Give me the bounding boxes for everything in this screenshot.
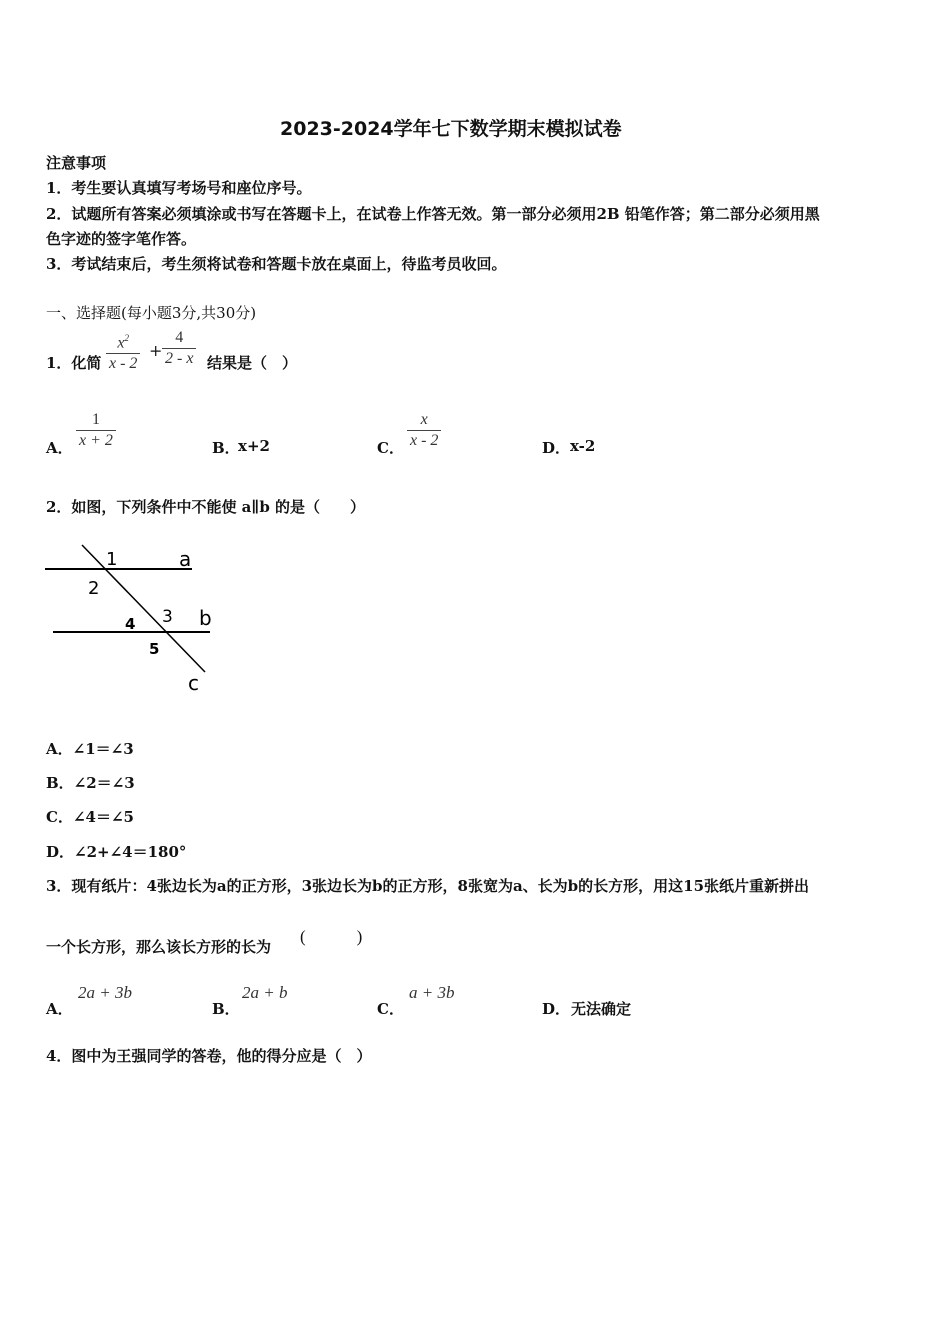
q3-option-d-text: 无法确定 (571, 1000, 632, 1018)
notice-item-3: 3．考试结束后，考生须将试卷和答题卡放在桌面上，待监考员收回。 (46, 255, 507, 273)
label-angle-4: 4 (125, 615, 136, 633)
q1-frac1-num: x (117, 334, 125, 352)
q3-option-c-label: C． (377, 1000, 404, 1018)
q1-frac2-num: 4 (162, 328, 196, 349)
q1-option-d-text: x-2 (570, 437, 596, 455)
q1-option-a-den: x + 2 (79, 432, 113, 449)
notice-item-1: 1．考生要认真填写考场号和座位序号。 (46, 179, 312, 197)
q1-fraction-2 (162, 328, 196, 369)
q2-stem: 2．如图，下列条件中不能使 a∥b 的是（ ） (46, 498, 366, 516)
q1-option-c-label: C． (377, 439, 404, 457)
notice-heading: 注意事项 (46, 154, 107, 172)
q2-option-b: B．∠2＝∠3 (46, 774, 135, 792)
q2-option-d: D．∠2+∠4＝180° (46, 843, 187, 861)
q1-option-b-label: B． (212, 439, 240, 457)
q2-option-a: A．∠1＝∠3 (46, 740, 134, 758)
q3-stem-cont: 一个长方形，那么该长方形的长为 (46, 938, 272, 956)
label-line-b: b (199, 606, 212, 630)
label-angle-1: 1 (106, 549, 118, 570)
q1-frac1-sup: 2 (124, 333, 130, 343)
q2-figure (40, 538, 220, 698)
label-angle-5: 5 (149, 640, 160, 658)
q3-option-a-label: A． (46, 1000, 73, 1018)
q1-option-c-num: x (407, 410, 441, 431)
section-heading: 一、选择题(每小题3分,共30分) (46, 304, 257, 322)
q1-option-c-den: x - 2 (410, 432, 439, 449)
q3-answer-paren: ( ) (300, 927, 363, 946)
q1-option-a-num: 1 (76, 410, 116, 431)
q3-stem: 3．现有纸片：4张边长为a的正方形，3张边长为b的正方形，8张宽为a、长为b的长方形，用这15张纸片重新拼出 (46, 877, 810, 895)
notice-item-2: 2．试题所有答案必须填涂或书写在答题卡上，在试卷上作答无效。第一部分必须用2B 铅笔作答；第二部分必须用黑 (46, 205, 820, 223)
q1-option-d-label: D． (542, 439, 571, 457)
q1-option-a-fraction (76, 410, 116, 451)
q3-option-b-label: B． (212, 1000, 240, 1018)
label-line-c: c (188, 671, 199, 695)
label-angle-2: 2 (88, 578, 100, 599)
q1-option-a-label: A． (46, 439, 73, 457)
notice-item-2-cont: 色字迹的签字笔作答。 (46, 230, 197, 248)
q3-option-c-expr: a + 3b (409, 983, 455, 1002)
q1-fraction-1 (106, 328, 140, 374)
label-line-a: a (179, 547, 192, 571)
page-title: 2023-2024学年七下数学期末模拟试卷 (280, 118, 622, 140)
label-angle-3: 3 (162, 607, 173, 627)
q2-option-c: C．∠4＝∠5 (46, 808, 134, 826)
q1-suffix: 结果是（ ） (207, 354, 298, 372)
q1-frac1-den: x - 2 (109, 355, 138, 373)
q3-option-b-expr: 2a + b (242, 983, 288, 1002)
q3-option-a-expr: 2a + 3b (78, 983, 132, 1002)
q1-option-b-text: x+2 (238, 437, 270, 455)
q1-frac2-den: 2 - x (165, 350, 194, 367)
q3-option-d-label: D． (542, 1000, 571, 1018)
q4-stem: 4．图中为王强同学的答卷，他的得分应是（ ） (46, 1047, 372, 1065)
q1-plus: + (149, 341, 163, 360)
q1-option-c-fraction (407, 410, 441, 451)
q1-prefix: 1．化简 (46, 354, 102, 372)
